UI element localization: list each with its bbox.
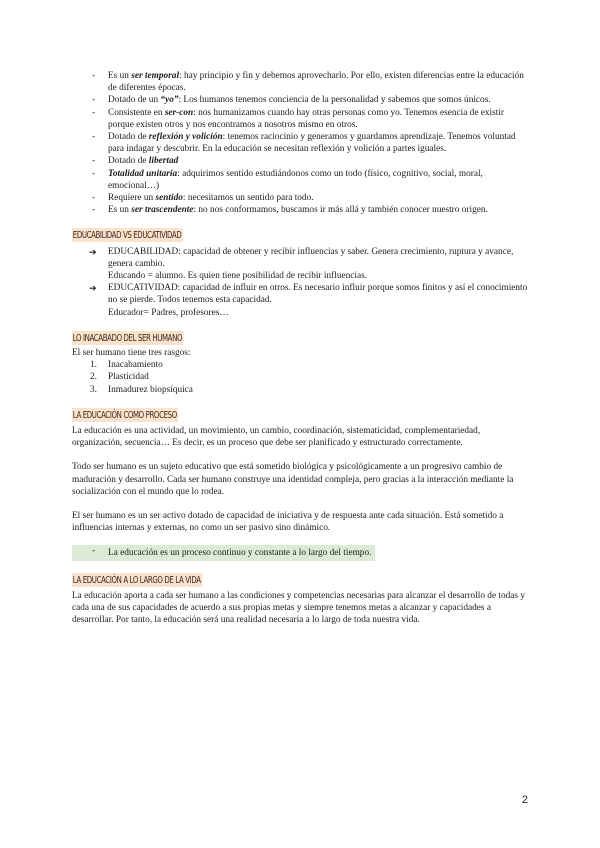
list-number: 1. — [90, 360, 97, 371]
highlight-block — [72, 545, 528, 561]
list-item — [72, 192, 528, 204]
item-emphasis: “yo” — [160, 95, 179, 106]
item-text: Dotado de — [108, 132, 149, 143]
section-inacabado — [72, 331, 528, 396]
dash-bullet: - — [92, 205, 96, 216]
list-item — [72, 168, 528, 192]
item-emphasis: ser-con — [164, 107, 194, 118]
paragraph: El ser humano es un ser activo dotado de capacidad de iniciativa y de respuesta ante cada situación. Está sometido a influencias internas y externas, no como un ser pasivo sino dinámico. — [72, 511, 504, 534]
item-text: EDUCATIVIDAD: capacidad de influir en otros. Es necesario influir porque somos finitos y así el conocimiento no se pierde. Todos tenemos esta capacidad. — [108, 283, 528, 306]
section-vida — [72, 573, 528, 627]
list-number: 3. — [90, 384, 97, 395]
item-text: : nos humanizamos cuando hay otras personas como yo. Tenemos esencia de existir porque existen otros y nos encontramos a nosotros mismo en otros. — [108, 107, 505, 130]
item-text: : adquirimos sentido estudiándonos como un todo (físico, cognitivo, social, moral, emocional…) — [108, 168, 483, 191]
list-item — [72, 545, 528, 561]
section-heading: LO INACABADO DEL SER HUMANO — [72, 332, 183, 344]
item-text: : hay principio y fin y debemos aprovecharlo. Por ello, existen diferencias entre la educación de diferentes épocas. — [108, 71, 524, 94]
list-item — [72, 94, 528, 106]
item-text: Dotado de un — [108, 95, 161, 106]
section-educabilidad — [72, 228, 528, 318]
item-text: Es un — [108, 71, 132, 81]
section-heading: LA EDUCACIÓN COMO PROCESO — [72, 409, 177, 421]
item-text: : Los humanos tenemos conciencia de la personalidad y sabemos que somos únicos. — [178, 95, 491, 106]
item-text: Educador= Padres, profesores… — [108, 307, 229, 318]
page-content — [72, 70, 528, 627]
arrow-bullet: ➔ — [89, 246, 97, 257]
dash-bullet: - — [92, 71, 96, 81]
list-item — [72, 282, 528, 319]
item-text: Inacabamiento — [108, 360, 163, 371]
item-text: : necesitamos un sentido para todo. — [182, 193, 314, 204]
dash-bullet: - — [92, 156, 96, 167]
list-item — [72, 246, 528, 283]
list-item — [72, 204, 528, 216]
item-emphasis: libertad — [148, 156, 179, 167]
dash-bullet: - — [92, 545, 96, 556]
dash-bullet: - — [92, 107, 96, 118]
item-text: : no nos conformamos, buscamos ir más allá y también conocer nuestro origen. — [193, 205, 488, 216]
list-number: 2. — [90, 372, 97, 383]
traits-list — [72, 70, 528, 216]
item-text: Consistente en — [108, 107, 165, 118]
item-emphasis: reflexión y volición — [148, 132, 223, 143]
section-heading: LA EDUCACIÓN A LO LARGO DE LA VIDA — [72, 574, 201, 586]
list-item — [72, 359, 528, 371]
arrow-list — [72, 246, 528, 319]
item-text: Es un — [108, 205, 132, 216]
list-item — [72, 371, 528, 383]
paragraph: Todo ser humano es un sujeto educativo que está sometido biológica y psicológicamente a un progresivo cambio de maduración y desarrollo. Cada ser humano construye una identidad compleja, pero gracias a la interacción mediante la socialización con el mundo que lo rodea. — [72, 462, 514, 497]
dash-bullet: - — [92, 193, 96, 204]
dash-bullet: - — [92, 95, 96, 106]
item-text: : tenemos raciocinio y generamos y guardamos aprendizaje. Tenemos voluntad para indagar y descubrir. En la educación se necesitan reflexión y volición a partes iguales. — [108, 132, 516, 155]
section-heading: EDUCABILIDAD VS EDUCATIVIDAD — [72, 230, 182, 242]
page-number: 2 — [521, 794, 528, 806]
highlight-text: La educación es un proceso continuo y constante a lo largo del tiempo. — [108, 547, 372, 558]
paragraph: La educación es una actividad, un movimiento, un cambio, coordinación, sistematicidad, complementariedad, organización, secuencia… Es decir, es un proceso que debe ser planificado y estructurado correctamente. — [72, 426, 481, 449]
dash-bullet: - — [92, 132, 96, 143]
item-text: EDUCABILIDAD: capacidad de obtener y recibir influencias y saber. Genera crecimiento, ruptura y avance, genera cambio. — [108, 246, 514, 269]
item-text: Plasticidad — [108, 372, 149, 383]
list-item — [72, 155, 528, 167]
list-item — [72, 131, 528, 155]
paragraph: El ser humano tiene tres rasgos: — [72, 348, 191, 359]
numbered-list — [72, 359, 528, 396]
highlight-bar — [72, 545, 375, 561]
item-text: Inmadurez biopsíquica — [108, 384, 193, 395]
item-emphasis: Totalidad unitaria — [108, 168, 178, 179]
highlight-list — [72, 545, 528, 561]
list-item — [72, 107, 528, 131]
item-emphasis: ser temporal — [131, 71, 180, 81]
section-proceso — [72, 408, 528, 561]
item-text: Educando = alumno. Es quien tiene posibilidad de recibir influencias. — [108, 271, 368, 282]
item-text: Requiere un — [108, 193, 156, 204]
list-item — [72, 384, 528, 396]
item-text: Dotado de — [108, 156, 149, 167]
paragraph: La educación aporta a cada ser humano a las condiciones y competencias necesarias para alcanzar el desarrollo de todas y cada una de sus capacidades de acuerdo a sus propias metas y siempre tenemos metas a alcanzar y capacidades a desarrollar. Por tanto, la educación será una realidad necesaria a lo largo de toda nuestra vida. — [72, 590, 526, 626]
item-emphasis: ser trascendente — [131, 205, 194, 216]
item-emphasis: sentido — [155, 193, 183, 204]
dash-bullet: - — [92, 168, 96, 179]
arrow-bullet: ➔ — [89, 283, 97, 294]
list-item — [72, 70, 528, 94]
